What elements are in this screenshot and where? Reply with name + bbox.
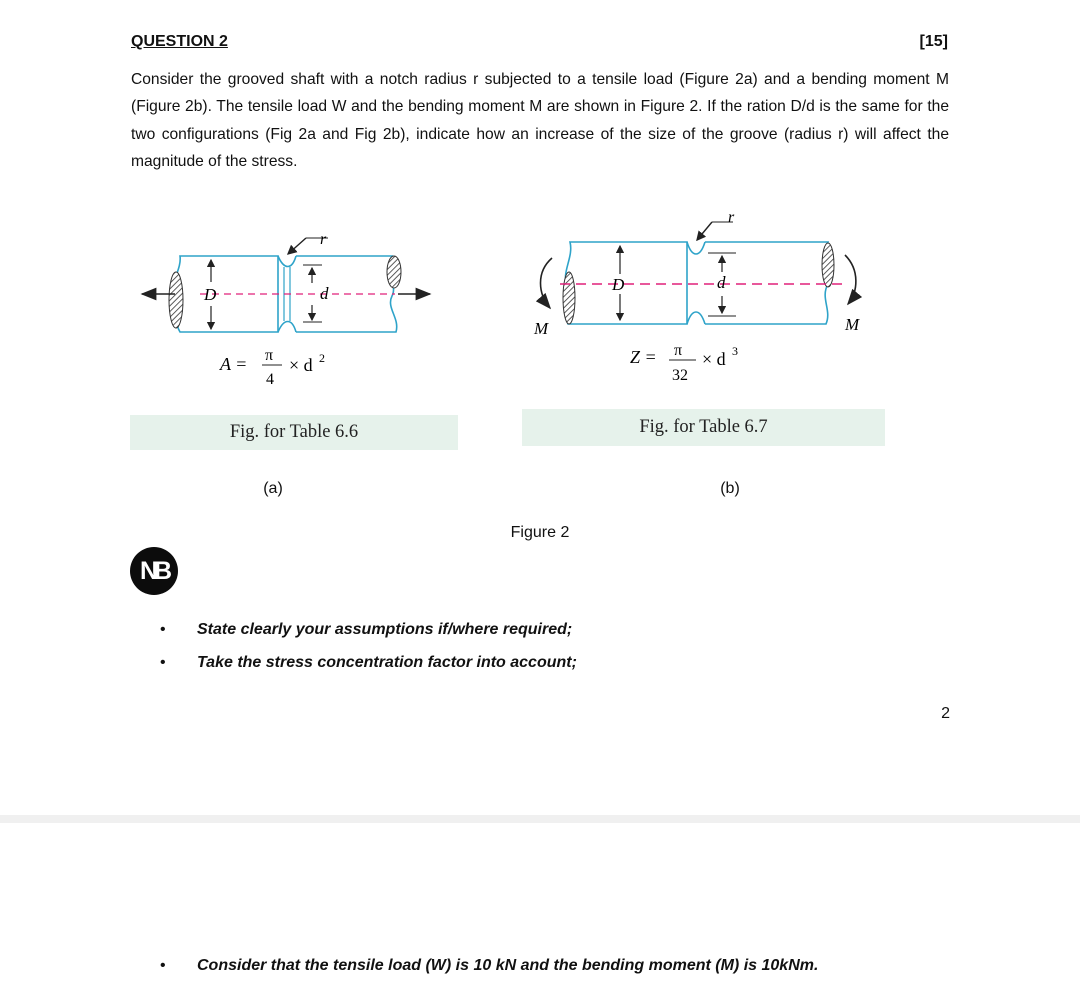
figure-b-sublabel: (b): [720, 480, 740, 497]
formula-a-rhs: × d: [289, 355, 313, 375]
page-break-divider: [0, 815, 1080, 823]
hatch-end-left-b: [563, 272, 575, 324]
question-marks: [15]: [919, 33, 948, 50]
formula-b-exp: 3: [732, 344, 738, 358]
formula-b-rhs: × d: [702, 349, 726, 369]
label-r-a: r: [320, 231, 327, 248]
formula-a-den: 4: [266, 371, 274, 388]
nb-badge-icon: NB: [130, 547, 178, 595]
question-body: Consider the grooved shaft with a notch radius r subjected to a tensile load (Figure 2a) and a bending moment M (Figure 2b). The tensile load W and the bending moment M are shown in Figure 2. If the ration D/d is the same for the two configurations (Fig 2a and Fig 2b), indicate how an increase of the size of the groove (radius r) will affect the magnitude of the stress.: [131, 71, 949, 170]
formula-a-lhs: A =: [220, 354, 248, 374]
label-d-a: d: [320, 284, 329, 303]
note-item: [160, 957, 818, 975]
figure-b-caption: Fig. for Table 6.7: [522, 409, 885, 446]
question-title: QUESTION 2: [131, 33, 228, 50]
formula-a-num: π: [265, 347, 274, 364]
label-M-right: M: [845, 315, 860, 334]
label-r-b: r: [728, 209, 735, 226]
label-M-left: M: [534, 319, 549, 338]
formula-a-exp: 2: [319, 351, 325, 365]
bullet-glyph: •: [160, 957, 166, 974]
moment-arrow-right: [845, 255, 856, 304]
label-D-b: D: [612, 275, 625, 294]
formula-b-lhs: Z =: [630, 347, 657, 367]
figure-a-sublabel: (a): [263, 480, 283, 497]
note-text: State clearly your assumptions if/where required;: [197, 621, 573, 638]
bullet-glyph: •: [160, 654, 166, 671]
figure-label: Figure 2: [510, 524, 570, 541]
note-item: [160, 621, 572, 639]
formula-b-num: π: [674, 342, 683, 359]
figure-a-caption: Fig. for Table 6.6: [130, 415, 458, 450]
label-d-b: d: [717, 273, 726, 292]
shaft-b-left-outline: [565, 242, 687, 324]
bullet-glyph: •: [160, 621, 166, 638]
note-text: Consider that the tensile load (W) is 10 kN and the bending moment (M) is 10kNm.: [197, 957, 819, 974]
note-text: Take the stress concentration factor into account;: [197, 654, 577, 671]
note-item: [160, 654, 577, 672]
moment-arrow-left: [541, 258, 553, 308]
hatch-end-right-b: [822, 243, 834, 287]
formula-b-den: 32: [672, 367, 688, 384]
page-number: 2: [941, 705, 950, 722]
label-D-a: D: [204, 285, 217, 304]
